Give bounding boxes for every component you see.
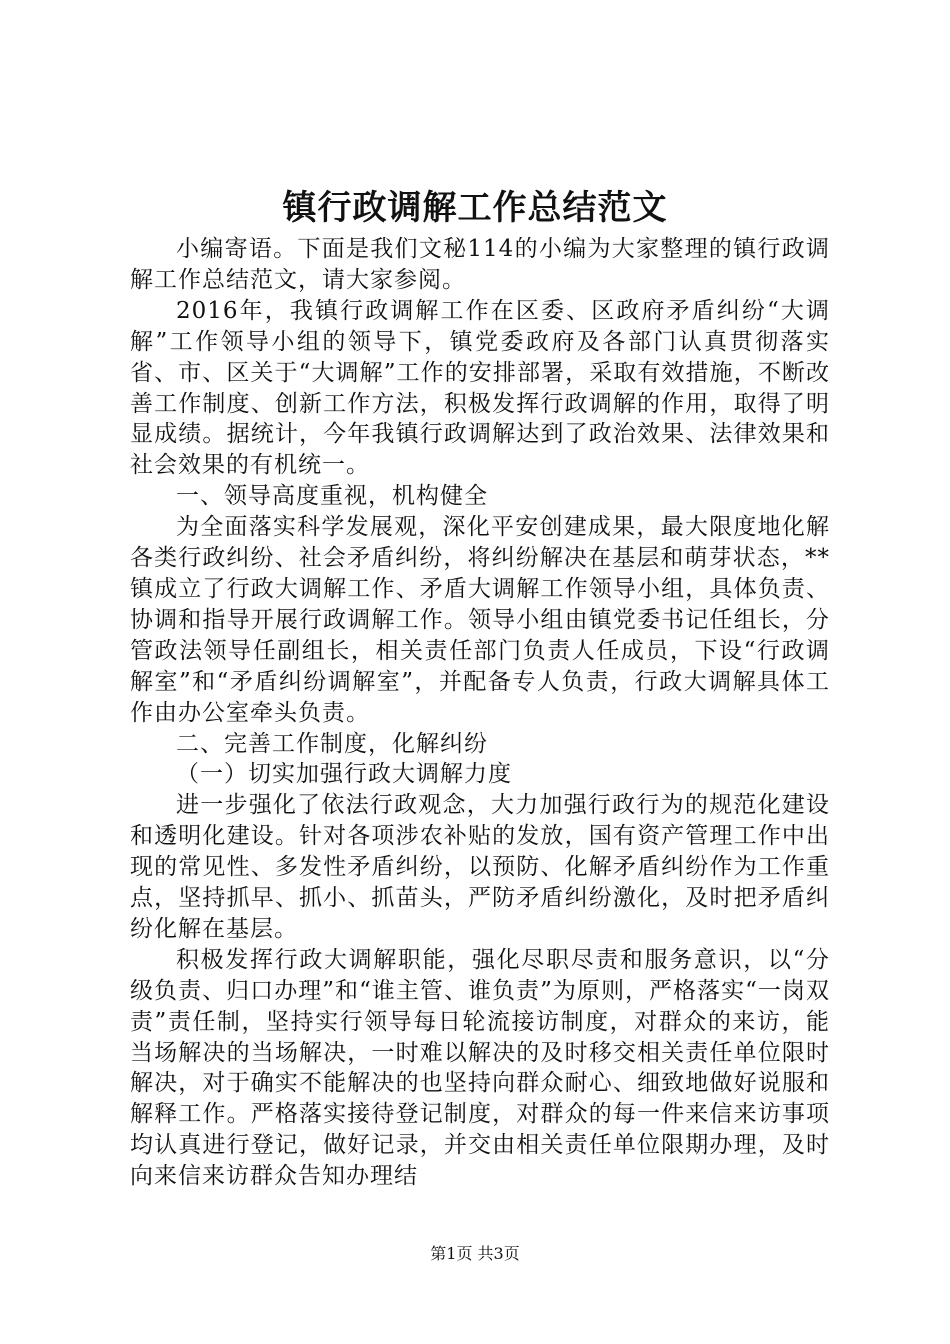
paragraph-administration: 进一步强化了依法行政观念，大力加强行政行为的规范化建设和透明化建设。针对各项涉农补贴的发放，国有资产管理工作中出现的常见性、多发性矛盾纠纷，以预防、化解矛盾纠纷作为工作重点，坚持抓早、抓小、抓苗头，严防矛盾纠纷激化，及时把矛盾纠纷化解在基层。 [130, 792, 830, 942]
document-body [130, 234, 830, 1192]
subsection-heading-1: （一）切实加强行政大调解力度 [176, 761, 512, 788]
page-number-footer: 第1页 共3页 [430, 1244, 520, 1263]
section-heading-2: 二、完善工作制度，化解纠纷 [176, 730, 488, 757]
document-title: 镇行政调解工作总结范文 [282, 188, 668, 228]
paragraph-intro: 小编寄语。下面是我们文秘114的小编为大家整理的镇行政调解工作总结范文，请大家参阅。 [130, 236, 830, 293]
paragraph-summary: 2016年，我镇行政调解工作在区委、区政府矛盾纠纷“大调解”工作领导小组的领导下，镇党委政府及各部门认真贯彻落实省、市、区关于“大调解”工作的安排部署，采取有效措施，不断改善工作制度、创新工作方法，积极发挥行政调解的作用，取得了明显成绩。据统计，今年我镇行政调解达到了政治效果、法律效果和社会效果的有机统一。 [130, 297, 830, 479]
paragraph-mediation: 积极发挥行政大调解职能，强化尽职尽责和服务意识，以“分级负责、归口办理”和“谁主管、谁负责”为原则，严格落实“一岗双责”责任制，坚持实行领导每日轮流接访制度，对群众的来访，能当场解决的当场解决，一时难以解决的及时移交相关责任单位限时解决，对于确实不能解决的也坚持向群众耐心、细致地做好说服和解释工作。严格落实接待登记制度，对群众的每一件来信来访事项均认真进行登记，做好记录，并交由相关责任单位限期办理，及时向来信来访群众告知办理结 [130, 946, 830, 1190]
paragraph-organization: 为全面落实科学发展观，深化平安创建成果，最大限度地化解各类行政纠纷、社会矛盾纠纷，将纠纷解决在基层和萌芽状态，**镇成立了行政大调解工作、矛盾大调解工作领导小组，具体负责、协调和指导开展行政调解工作。领导小组由镇党委书记任组长，分管政法领导任副组长，相关责任部门负责人任成员，下设“行政调解室”和“矛盾纠纷调解室”，并配备专人负责，行政大调解具体工作由办公室牵头负责。 [130, 514, 830, 726]
section-heading-1: 一、领导高度重视，机构健全 [176, 483, 488, 510]
